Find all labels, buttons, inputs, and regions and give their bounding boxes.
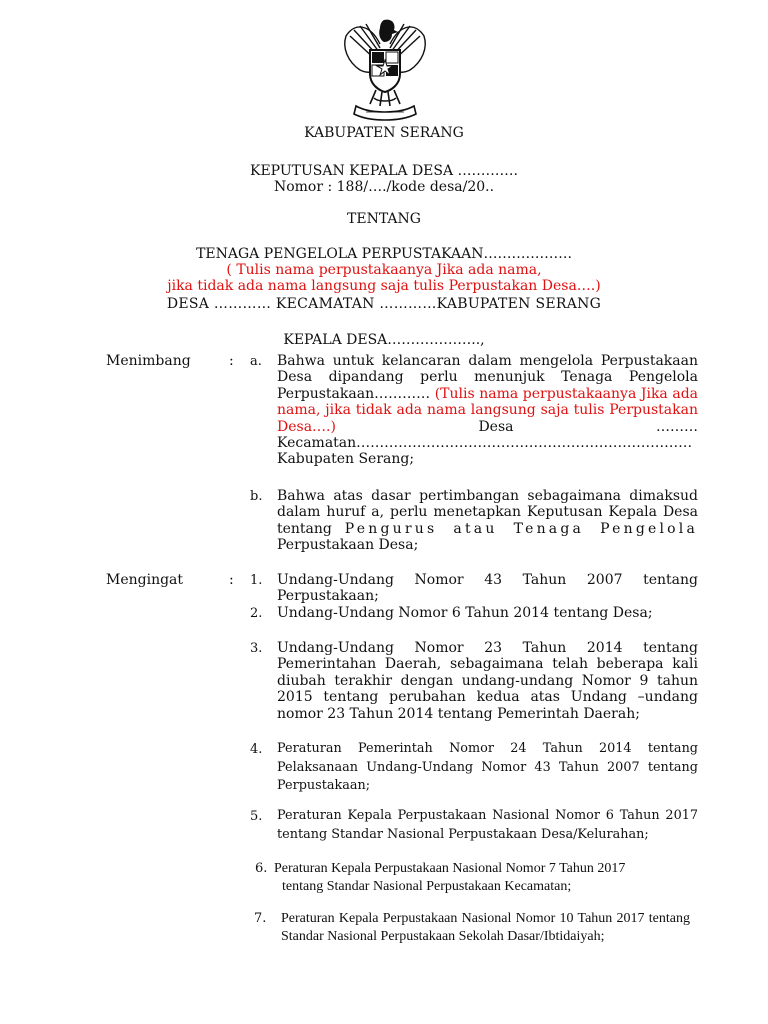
mengingat-item-number: 5. <box>250 809 263 824</box>
menimbang-a-number: a. <box>250 354 262 369</box>
mengingat-item-6-line-2: tentang Standar Nasional Perpustakaan Kecamatan; <box>282 879 572 894</box>
mengingat-item-number: 2. <box>250 606 263 621</box>
tenaga-title: TENAGA PENGELOLA PERPUSTAKAAN………………. <box>196 246 572 262</box>
mengingat-item-text: Undang-Undang Nomor 23 Tahun 2014 tentang Pemerintahan Daerah, sebagaimana telah beberapa kali diubah terakhir dengan undang-undang Nomor 9 tahun 2015 tentang perubahan kedua atas Undang –undang nomor 23 Tahun 2014 tentang Pemerintah Daerah; <box>277 640 698 722</box>
red-note-line-1: ( Tulis nama perpustakaanya Jika ada nama, <box>226 262 542 278</box>
kabupaten-title: KABUPATEN SERANG <box>304 125 464 141</box>
mengingat-item-number: 1. <box>250 573 263 588</box>
mengingat-item-text: Undang-Undang Nomor 6 Tahun 2014 tentang Desa; <box>277 605 653 621</box>
menimbang-a-text-part1: Bahwa untuk kelancaran dalam mengelola Perpustakaan Desa dipandang perlu menunjuk Tenaga Pengelola Perpustakaan………… <box>277 353 698 402</box>
red-note-line-2: jika tidak ada nama langsung saja tulis Perpustakan Desa….) <box>167 278 601 294</box>
menimbang-a-text-part2: Desa ……… Kecamatan………………………………………………………………Kabupaten Serang; <box>277 418 698 468</box>
mengingat-item-text: Peraturan Kepala Perpustakaan Nasional Nomor 10 Tahun 2017 tentang Standar Nasional Perpustakaan Sekolah Dasar/Ibtidaiyah; <box>281 911 690 944</box>
kepala-desa-heading: KEPALA DESA……………….., <box>283 332 485 348</box>
menimbang-b-number: b. <box>250 489 263 504</box>
menimbang-b-text-part2: Perpustakaan Desa; <box>277 537 419 554</box>
menimbang-a-red-note: (Tulis nama perpustakaanya Jika ada nama, jika tidak ada nama langsung saja tulis Perpustakan Desa….) <box>277 385 699 435</box>
mengingat-colon: : <box>229 572 234 588</box>
mengingat-item-text: Undang-Undang Nomor 43 Tahun 2007 tentang Perpustakaan; <box>277 572 698 605</box>
menimbang-label: Menimbang <box>106 353 191 369</box>
mengingat-item-text: Peraturan Pemerintah Nomor 24 Tahun 2014 tentang Pelaksanaan Undang-Undang Nomor 43 Tahun 2007 tentang Perpustakaan; <box>277 741 698 793</box>
menimbang-b-text <box>277 488 698 554</box>
mengingat-item-number: 3. <box>250 641 263 656</box>
menimbang-colon: : <box>229 353 234 369</box>
mengingat-item-6-line-1: Peraturan Kepala Perpustakaan Nasional Nomor 7 Tahun 2017 <box>274 861 626 876</box>
mengingat-item-text: Peraturan Kepala Perpustakaan Nasional Nomor 6 Tahun 2017 tentang Standar Nasional Perpustakaan Desa/Kelurahan; <box>277 808 698 842</box>
mengingat-item-number: 7. <box>254 911 267 926</box>
garuda-emblem-icon <box>340 14 430 126</box>
desa-kecamatan-line: DESA ………… KECAMATAN …………KABUPATEN SERANG <box>166 296 602 312</box>
menimbang-b-text-spaced: Pengurus atau Tenaga Pengelola <box>344 520 698 537</box>
keputusan-title: KEPUTUSAN KEPALA DESA …………. <box>249 163 519 179</box>
mengingat-item-number: 6. <box>255 861 268 876</box>
menimbang-b-text-part1: Bahwa atas dasar pertimbangan sebagaimana dimaksud dalam huruf a, perlu menetapkan Keputusan Kepala Desa tentang <box>277 488 698 537</box>
mengingat-label: Mengingat <box>106 572 184 588</box>
mengingat-item-text <box>274 860 714 896</box>
nomor-line: Nomor : 188/…./kode desa/20.. <box>273 179 495 195</box>
tentang-heading: TENTANG <box>347 211 421 227</box>
mengingat-item-number: 4. <box>250 742 263 757</box>
menimbang-a-text <box>277 353 698 468</box>
